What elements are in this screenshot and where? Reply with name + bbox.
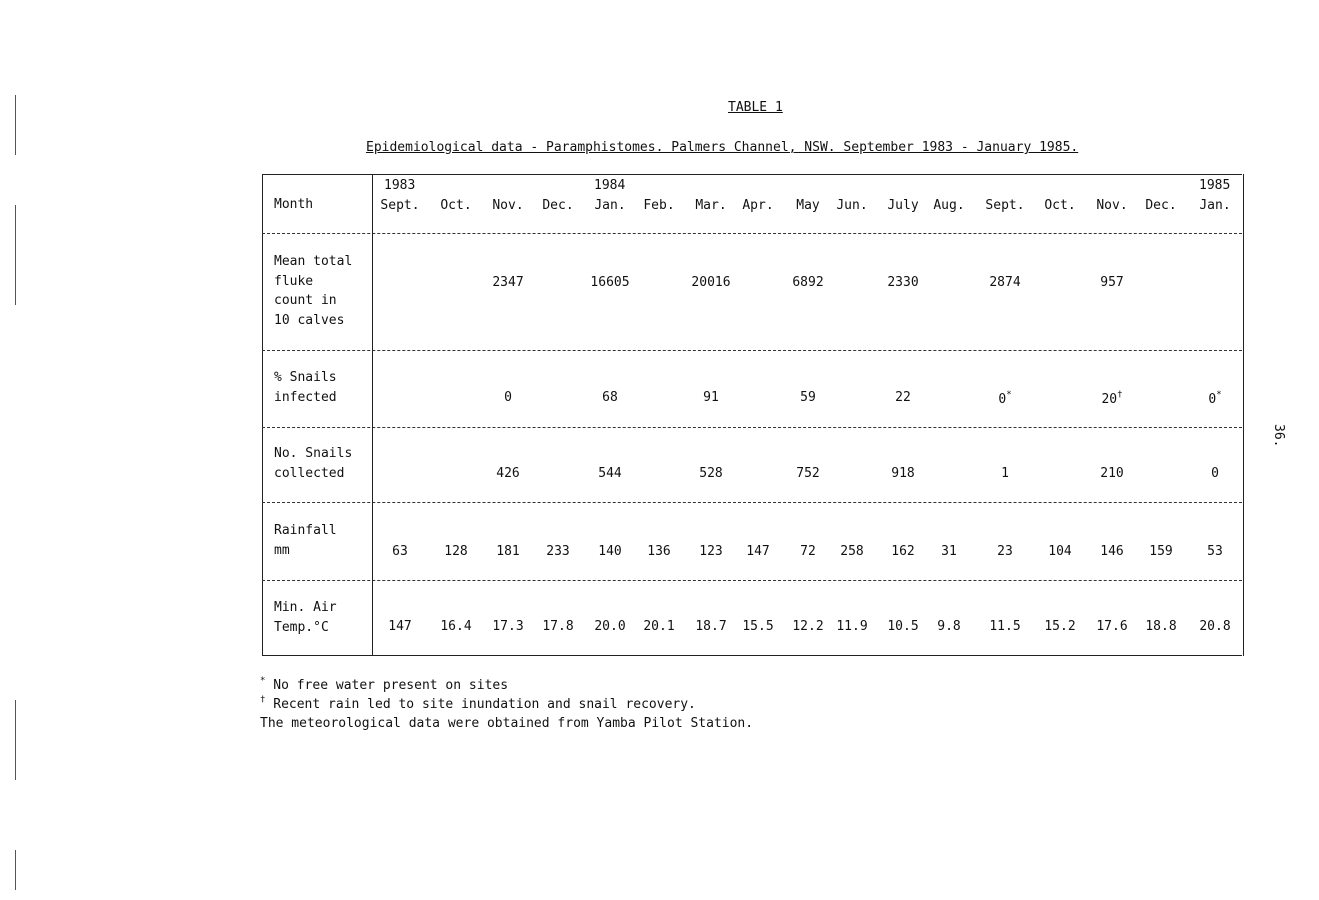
month-header-cell: Aug. xyxy=(933,198,965,213)
month-header-cell: Apr. xyxy=(742,198,774,213)
table-cell: 23 xyxy=(997,544,1013,559)
table-cell: 0* xyxy=(1208,390,1222,407)
table-cell: 11.9 xyxy=(836,619,868,634)
table-cell: 15.5 xyxy=(742,619,774,634)
table-cell: 6892 xyxy=(792,275,824,290)
footnote-mark: † xyxy=(1117,390,1123,400)
table-cell: 15.2 xyxy=(1044,619,1076,634)
table-cell: 59 xyxy=(800,390,816,405)
table-cell: 140 xyxy=(598,544,622,559)
table-cell: 162 xyxy=(891,544,915,559)
table-cell: 146 xyxy=(1100,544,1124,559)
month-header-cell: Nov. xyxy=(1096,198,1128,213)
month-header-cell: Oct. xyxy=(440,198,472,213)
table-bottom-border xyxy=(262,655,1242,656)
table-cell: 104 xyxy=(1048,544,1072,559)
year-label: 1983 xyxy=(384,178,416,193)
table-cell: 426 xyxy=(496,466,520,481)
month-header-cell: Mar. xyxy=(695,198,727,213)
row-divider xyxy=(262,580,1242,581)
table-cell: 147 xyxy=(388,619,412,634)
margin-rule xyxy=(15,850,16,890)
row-divider xyxy=(262,502,1242,503)
table-cell: 20† xyxy=(1101,390,1123,407)
table-cell: 159 xyxy=(1149,544,1173,559)
table-cell: 1 xyxy=(1001,466,1009,481)
table-cell: 9.8 xyxy=(937,619,961,634)
table-cell: 918 xyxy=(891,466,915,481)
table-cell: 957 xyxy=(1100,275,1124,290)
table-top-border xyxy=(262,174,1242,175)
table-cell: 12.2 xyxy=(792,619,824,634)
row-label: No. Snails collected xyxy=(274,446,353,481)
footnote-mark: † xyxy=(260,695,266,705)
row-divider xyxy=(262,427,1242,428)
margin-rule xyxy=(15,95,16,155)
footnote-mark: * xyxy=(1006,390,1012,400)
margin-rule xyxy=(15,205,16,305)
table-cell: 2874 xyxy=(989,275,1021,290)
month-header-cell: Oct. xyxy=(1044,198,1076,213)
year-label: 1984 xyxy=(594,178,626,193)
table-cell: 16.4 xyxy=(440,619,472,634)
table-cell: 31 xyxy=(941,544,957,559)
table-cell: 22 xyxy=(895,390,911,405)
row-label: Mean total fluke count in 10 calves xyxy=(274,254,353,328)
table-cell: 17.6 xyxy=(1096,619,1128,634)
table-cell: 18.8 xyxy=(1145,619,1177,634)
table-cell: 72 xyxy=(800,544,816,559)
row-label: Min. Air Temp.°C xyxy=(274,600,337,635)
month-header-cell: Nov. xyxy=(492,198,524,213)
month-header-cell: Sept. xyxy=(380,198,420,213)
footnote xyxy=(260,716,753,731)
table-cell: 20.0 xyxy=(594,619,626,634)
table-caption: Epidemiological data - Paramphistomes. Palmers Channel, NSW. September 1983 - January 1985. xyxy=(366,140,1079,155)
margin-rule xyxy=(15,700,16,780)
footnote-text: No free water present on sites xyxy=(265,678,509,693)
table-cell: 20.1 xyxy=(643,619,675,634)
table-cell: 20.8 xyxy=(1199,619,1231,634)
table-cell: 53 xyxy=(1207,544,1223,559)
table-cell: 233 xyxy=(546,544,570,559)
row-label: % Snails infected xyxy=(274,370,337,405)
month-header-cell: Jan. xyxy=(594,198,626,213)
row-label: Rainfall mm xyxy=(274,523,337,558)
label-column-divider xyxy=(372,174,373,656)
footnote-text: Recent rain led to site inundation and snail recovery. xyxy=(265,697,696,712)
table-cell: 11.5 xyxy=(989,619,1021,634)
table-cell: 68 xyxy=(602,390,618,405)
month-header-cell: Dec. xyxy=(542,198,574,213)
month-header-cell: May xyxy=(796,198,820,213)
footnote-mark: * xyxy=(260,676,266,686)
row-divider xyxy=(262,233,1242,234)
month-header-cell: Feb. xyxy=(643,198,675,213)
table-cell: 123 xyxy=(699,544,723,559)
table-cell: 10.5 xyxy=(887,619,919,634)
month-header: Month xyxy=(274,197,314,212)
table-cell: 16605 xyxy=(590,275,630,290)
footnote-mark: * xyxy=(1216,390,1222,400)
month-header-cell: Sept. xyxy=(985,198,1025,213)
table-cell: 0 xyxy=(504,390,512,405)
table-cell: 17.3 xyxy=(492,619,524,634)
table-cell: 0 xyxy=(1211,466,1219,481)
footnote xyxy=(260,676,508,693)
table-cell: 0* xyxy=(998,390,1012,407)
table-title: TABLE 1 xyxy=(728,100,783,115)
month-header-cell: Jan. xyxy=(1199,198,1231,213)
table-cell: 136 xyxy=(647,544,671,559)
table-cell: 544 xyxy=(598,466,622,481)
month-header-cell: Jun. xyxy=(836,198,868,213)
year-label: 1985 xyxy=(1199,178,1231,193)
table-cell: 17.8 xyxy=(542,619,574,634)
table-cell: 258 xyxy=(840,544,864,559)
table-cell: 63 xyxy=(392,544,408,559)
table-cell: 128 xyxy=(444,544,468,559)
footnote-text: The meteorological data were obtained from Yamba Pilot Station. xyxy=(260,716,754,731)
table-cell: 181 xyxy=(496,544,520,559)
table-cell: 2330 xyxy=(887,275,919,290)
table-cell: 20016 xyxy=(691,275,731,290)
table-cell: 528 xyxy=(699,466,723,481)
data-table xyxy=(262,174,1244,656)
table-cell: 91 xyxy=(703,390,719,405)
table-cell: 752 xyxy=(796,466,820,481)
month-header-cell: Dec. xyxy=(1145,198,1177,213)
table-cell: 210 xyxy=(1100,466,1124,481)
page-number: 36. xyxy=(1271,424,1286,448)
table-cell: 18.7 xyxy=(695,619,727,634)
row-divider xyxy=(262,350,1242,351)
table-cell: 2347 xyxy=(492,275,524,290)
table-cell: 147 xyxy=(746,544,770,559)
footnote xyxy=(260,695,696,712)
month-header-cell: July xyxy=(887,198,919,213)
